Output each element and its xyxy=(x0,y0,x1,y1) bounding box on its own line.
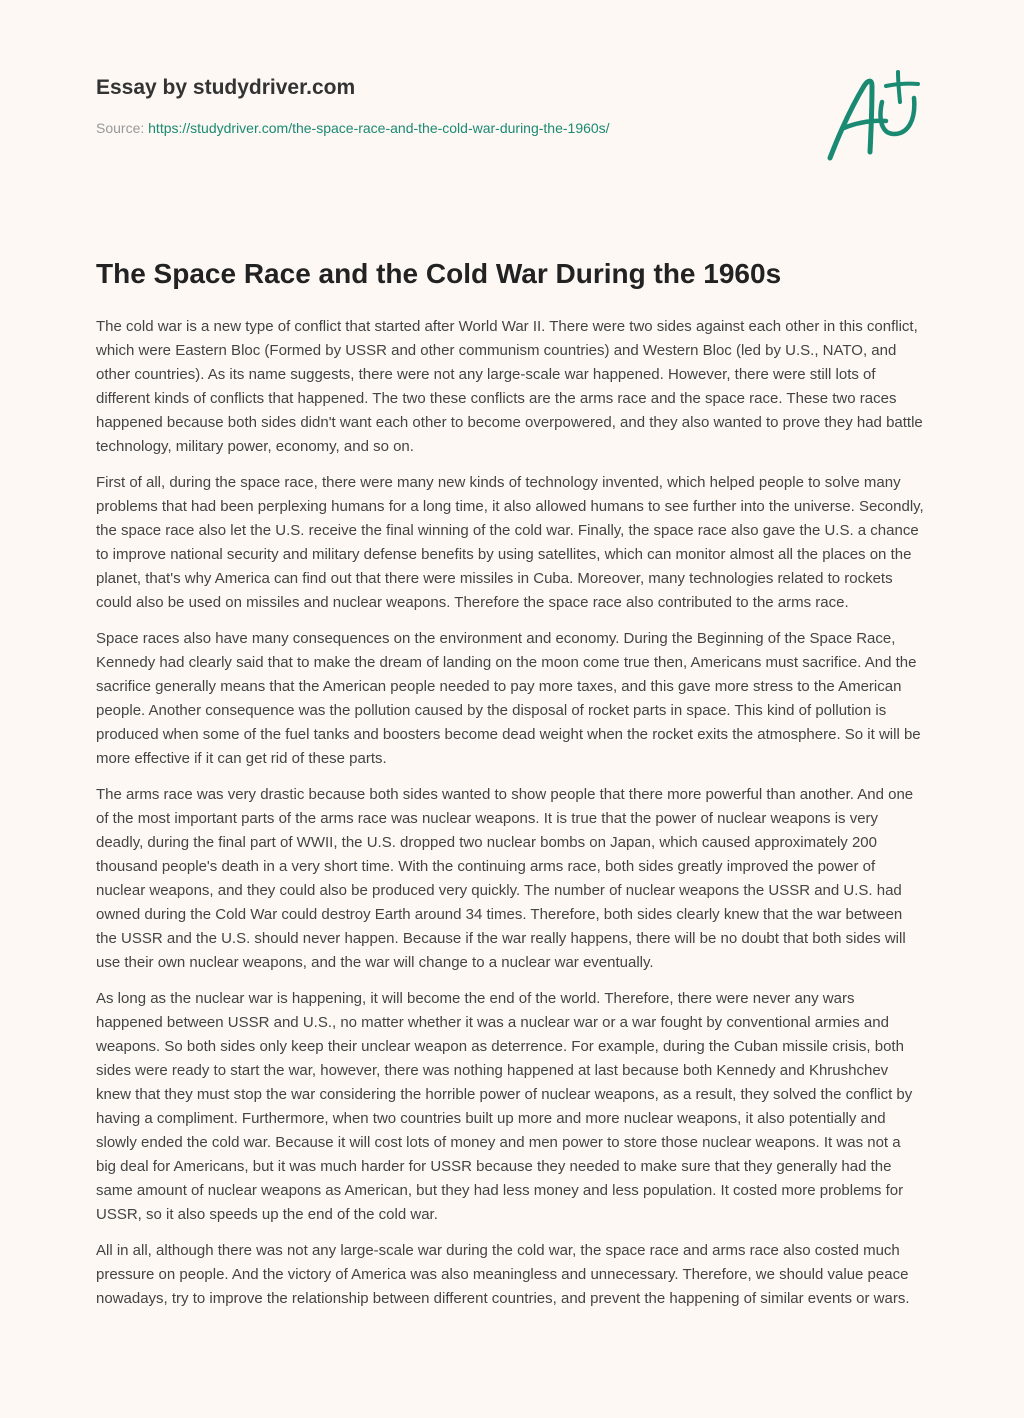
essay-paragraph: The arms race was very drastic because both sides wanted to show people that there more powerful than another. And one of the most important parts of the arms race was nuclear weapons. It is true that the power of nuclear weapons is very deadly, during the final part of WWII, the U.S. dropped two nuclear bombs on Japan, which caused approximately 200 thousand people's death in a very short time. With the continuing arms race, both sides greatly improved the power of nuclear weapons, and they could also be produced very quickly. The number of nuclear weapons the USSR and U.S. had owned during the Cold War could destroy Earth around 34 times. Therefore, both sides clearly knew that the war between the USSR and the U.S. should never happen. Because if the war really happens, there will be no doubt that both sides will use their own nuclear weapons, and the war will change to a nuclear war eventually. xyxy=(96,786,914,971)
source-label: Source: xyxy=(96,120,145,136)
essay-paragraph: As long as the nuclear war is happening, it will become the end of the world. Therefore, there were never any wars happened between USSR and U.S., no matter whether it was a nuclear war or a war fought by conventional armies and weapons. So both sides only keep their unclear weapon as deterrence. For example, during the Cuban missile crisis, both sides were ready to start the war, however, there was nothing happened at last because both Kennedy and Khrushchev knew that they must stop the war considering the horrible power of nuclear weapons, as a result, they solved the conflict by having a compliment. Furthermore, when two countries built up more and more nuclear weapons, it also potentially and slowly ended the cold war. Because it will cost lots of money and men power to store those nuclear weapons. It was not a big deal for Americans, but it was much harder for USSR because they needed to make sure that they generally had the same amount of nuclear weapons as American, but they had less money and less population. It costed more problems for USSR, so it also speeds up the end of the cold war. xyxy=(96,990,913,1223)
essay-paragraph: First of all, during the space race, there were many new kinds of technology invented, which helped people to solve many problems that had been perplexing humans for a long time, it also allowed humans to see further into the universe. Secondly, the space race also let the U.S. receive the final winning of the cold war. Finally, the space race also gave the U.S. a chance to improve national security and military defense benefits by using satellites, which can monitor almost all the places on the planet, that's why America can find out that there were missiles in Cuba. Moreover, many technologies related to rockets could also be used on missiles and nuclear weapons. Therefore the space race also contributed to the arms race. xyxy=(96,474,924,611)
essay-paragraph: All in all, although there was not any large-scale war during the cold war, the space race and arms race also costed much pressure on people. And the victory of America was also meaningless and unnecessary. Therefore, we should value peace nowadays, try to improve the relationship between different countries, and prevent the happening of similar events or wars. xyxy=(96,1242,910,1307)
source-line xyxy=(96,119,796,137)
page-header xyxy=(96,74,796,137)
essay-paragraph: Space races also have many consequences on the environment and economy. During the Beginning of the Space Race, Kennedy had clearly said that to make the dream of landing on the moon come true then, Americans must sacrifice. And the sacrifice generally means that the American people needed to pay more taxes, and this gave more stress to the American people. Another consequence was the pollution caused by the disposal of rocket parts in space. This kind of pollution is produced when some of the fuel tanks and boosters become dead weight when the rocket exits the atmosphere. So it will be more effective if it can get rid of these parts. xyxy=(96,630,921,767)
essay-title: The Space Race and the Cold War During the 1960s xyxy=(96,258,782,289)
a-plus-grade-icon xyxy=(818,66,928,166)
essay-paragraph: The cold war is a new type of conflict that started after World War II. There were two sides against each other in this conflict, which were Eastern Bloc (Formed by USSR and other communism countries) and Western Bloc (led by U.S., NATO, and other countries). As its name suggests, there were not any large-scale war happened. However, there were still lots of different kinds of conflicts that happened. The two these conflicts are the arms race and the space race. These two races happened because both sides didn't want each other to become overpowered, and they also wanted to prove they had battle technology, military power, economy, and so on. xyxy=(96,318,923,455)
essay-body xyxy=(96,315,924,1323)
source-link[interactable]: https://studydriver.com/the-space-race-and-the-cold-war-during-the-1960s/ xyxy=(148,120,610,136)
site-brand: Essay by studydriver.com xyxy=(96,76,356,99)
